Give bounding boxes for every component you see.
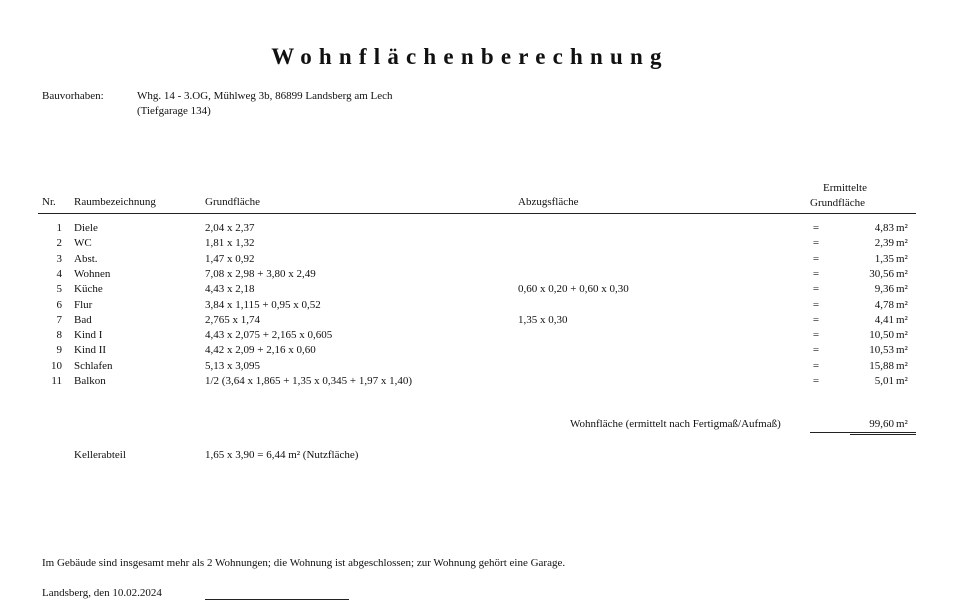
table-row	[0, 267, 960, 282]
abzugsflaeche-formula: 0,60 x 0,20 + 0,60 x 0,30	[518, 283, 629, 296]
area-unit: m²	[896, 313, 908, 326]
equals-sign: =	[812, 344, 820, 357]
area-value: 4,41	[874, 313, 894, 326]
kellerabteil-value: 1,65 x 3,90 = 6,44 m² (Nutzfläche)	[205, 449, 359, 461]
signature-line	[205, 599, 349, 600]
area-value: 10,50	[869, 329, 894, 342]
area-value: 30,56	[869, 267, 894, 280]
abzugsflaeche-formula: 1,35 x 0,30	[518, 313, 568, 326]
place-date: Landsberg, den 10.02.2024	[42, 587, 162, 599]
row-number: 1	[56, 222, 62, 234]
table-row	[0, 282, 960, 297]
area-value: 2,39	[874, 237, 894, 250]
row-number: 6	[56, 298, 62, 311]
grundflaeche-formula: 4,43 x 2,075 + 2,165 x 0,605	[205, 329, 333, 342]
room-name: Balkon	[74, 375, 106, 387]
header-grundflaeche: Grundfläche	[205, 196, 260, 208]
row-number: 10	[51, 359, 62, 372]
row-number: 11	[51, 375, 62, 387]
grundflaeche-formula: 7,08 x 2,98 + 3,80 x 2,49	[205, 267, 316, 280]
table-row	[0, 359, 960, 374]
grundflaeche-formula: 4,42 x 2,09 + 2,16 x 0,60	[205, 344, 316, 357]
equals-sign: =	[812, 329, 820, 342]
area-unit: m²	[896, 222, 908, 234]
kellerabteil-label: Kellerabteil	[74, 449, 126, 461]
room-name: WC	[74, 237, 92, 250]
room-name: Küche	[74, 283, 103, 296]
row-number: 3	[56, 252, 62, 265]
row-number: 5	[56, 283, 62, 296]
equals-sign: =	[812, 298, 820, 311]
row-number: 4	[56, 267, 62, 280]
header-divider	[38, 213, 916, 214]
equals-sign: =	[812, 252, 820, 265]
bauvorhaben-garage: (Tiefgarage 134)	[137, 105, 211, 117]
grundflaeche-formula: 4,43 x 2,18	[205, 283, 255, 296]
equals-sign: =	[812, 313, 820, 326]
equals-sign: =	[812, 375, 820, 387]
table-row	[0, 374, 960, 389]
grundflaeche-formula: 5,13 x 3,095	[205, 359, 260, 372]
area-unit: m²	[896, 237, 908, 250]
bauvorhaben-label: Bauvorhaben:	[42, 90, 104, 102]
equals-sign: =	[812, 237, 820, 250]
area-value: 4,83	[874, 222, 894, 234]
header-ermittelte-line2: Grundfläche	[810, 197, 865, 209]
area-unit: m²	[896, 329, 908, 342]
row-number: 8	[56, 329, 62, 342]
table-row	[0, 313, 960, 328]
header-abzugsflaeche: Abzugsfläche	[518, 196, 579, 208]
header-ermittelte-line1: Ermittelte	[823, 182, 867, 194]
area-unit: m²	[896, 267, 908, 280]
wohnflaeche-unit: m²	[896, 418, 908, 430]
header-nr: Nr.	[42, 196, 56, 208]
wohnflaeche-value: 99,60	[869, 418, 894, 430]
area-value: 9,36	[874, 283, 894, 296]
wohnflaeche-label: Wohnfläche (ermittelt nach Fertigmaß/Aufmaß)	[570, 418, 781, 430]
area-value: 1,35	[874, 252, 894, 265]
room-name: Diele	[74, 222, 98, 234]
room-name: Kind II	[74, 344, 107, 357]
area-unit: m²	[896, 344, 908, 357]
area-value: 10,53	[869, 344, 894, 357]
header-raumbezeichnung: Raumbezeichnung	[74, 196, 156, 208]
table-row	[0, 221, 960, 236]
row-number: 2	[56, 237, 62, 250]
grundflaeche-formula: 3,84 x 1,115 + 0,95 x 0,52	[205, 298, 321, 311]
area-unit: m²	[896, 359, 908, 372]
room-name: Flur	[74, 298, 93, 311]
table-row	[0, 252, 960, 267]
area-value: 15,88	[869, 359, 894, 372]
area-unit: m²	[896, 375, 908, 387]
row-number: 7	[56, 313, 62, 326]
area-unit: m²	[896, 252, 908, 265]
room-name: Schlafen	[74, 359, 113, 372]
table-row	[0, 328, 960, 343]
area-unit: m²	[896, 283, 908, 296]
row-number: 9	[56, 344, 62, 357]
grundflaeche-formula: 1,81 x 1,32	[205, 237, 255, 250]
equals-sign: =	[812, 267, 820, 280]
grundflaeche-formula: 1/2 (3,64 x 1,865 + 1,35 x 0,345 + 1,97 x 1,40)	[205, 375, 413, 387]
page-title: Wohnflächenberechnung	[271, 44, 669, 69]
equals-sign: =	[812, 283, 820, 296]
room-name: Abst.	[74, 252, 98, 265]
table-row	[0, 343, 960, 358]
area-value: 5,01	[874, 375, 894, 387]
grundflaeche-formula: 1,47 x 0,92	[205, 252, 255, 265]
room-name: Wohnen	[74, 267, 111, 280]
equals-sign: =	[812, 359, 820, 372]
room-name: Kind I	[74, 329, 103, 342]
bauvorhaben-address: Whg. 14 - 3.OG, Mühlweg 3b, 86899 Landsberg am Lech	[137, 90, 393, 102]
sum-rule-double	[850, 434, 916, 435]
table-row	[0, 236, 960, 251]
grundflaeche-formula: 2,765 x 1,74	[205, 313, 260, 326]
remark-text: Im Gebäude sind insgesamt mehr als 2 Wohnungen; die Wohnung ist abgeschlossen; zur Wohnung gehört eine Garage.	[42, 557, 566, 569]
room-name: Bad	[74, 313, 92, 326]
equals-sign: =	[812, 222, 820, 234]
area-unit: m²	[896, 298, 908, 311]
table-row	[0, 298, 960, 313]
area-value: 4,78	[874, 298, 894, 311]
grundflaeche-formula: 2,04 x 2,37	[205, 222, 255, 234]
